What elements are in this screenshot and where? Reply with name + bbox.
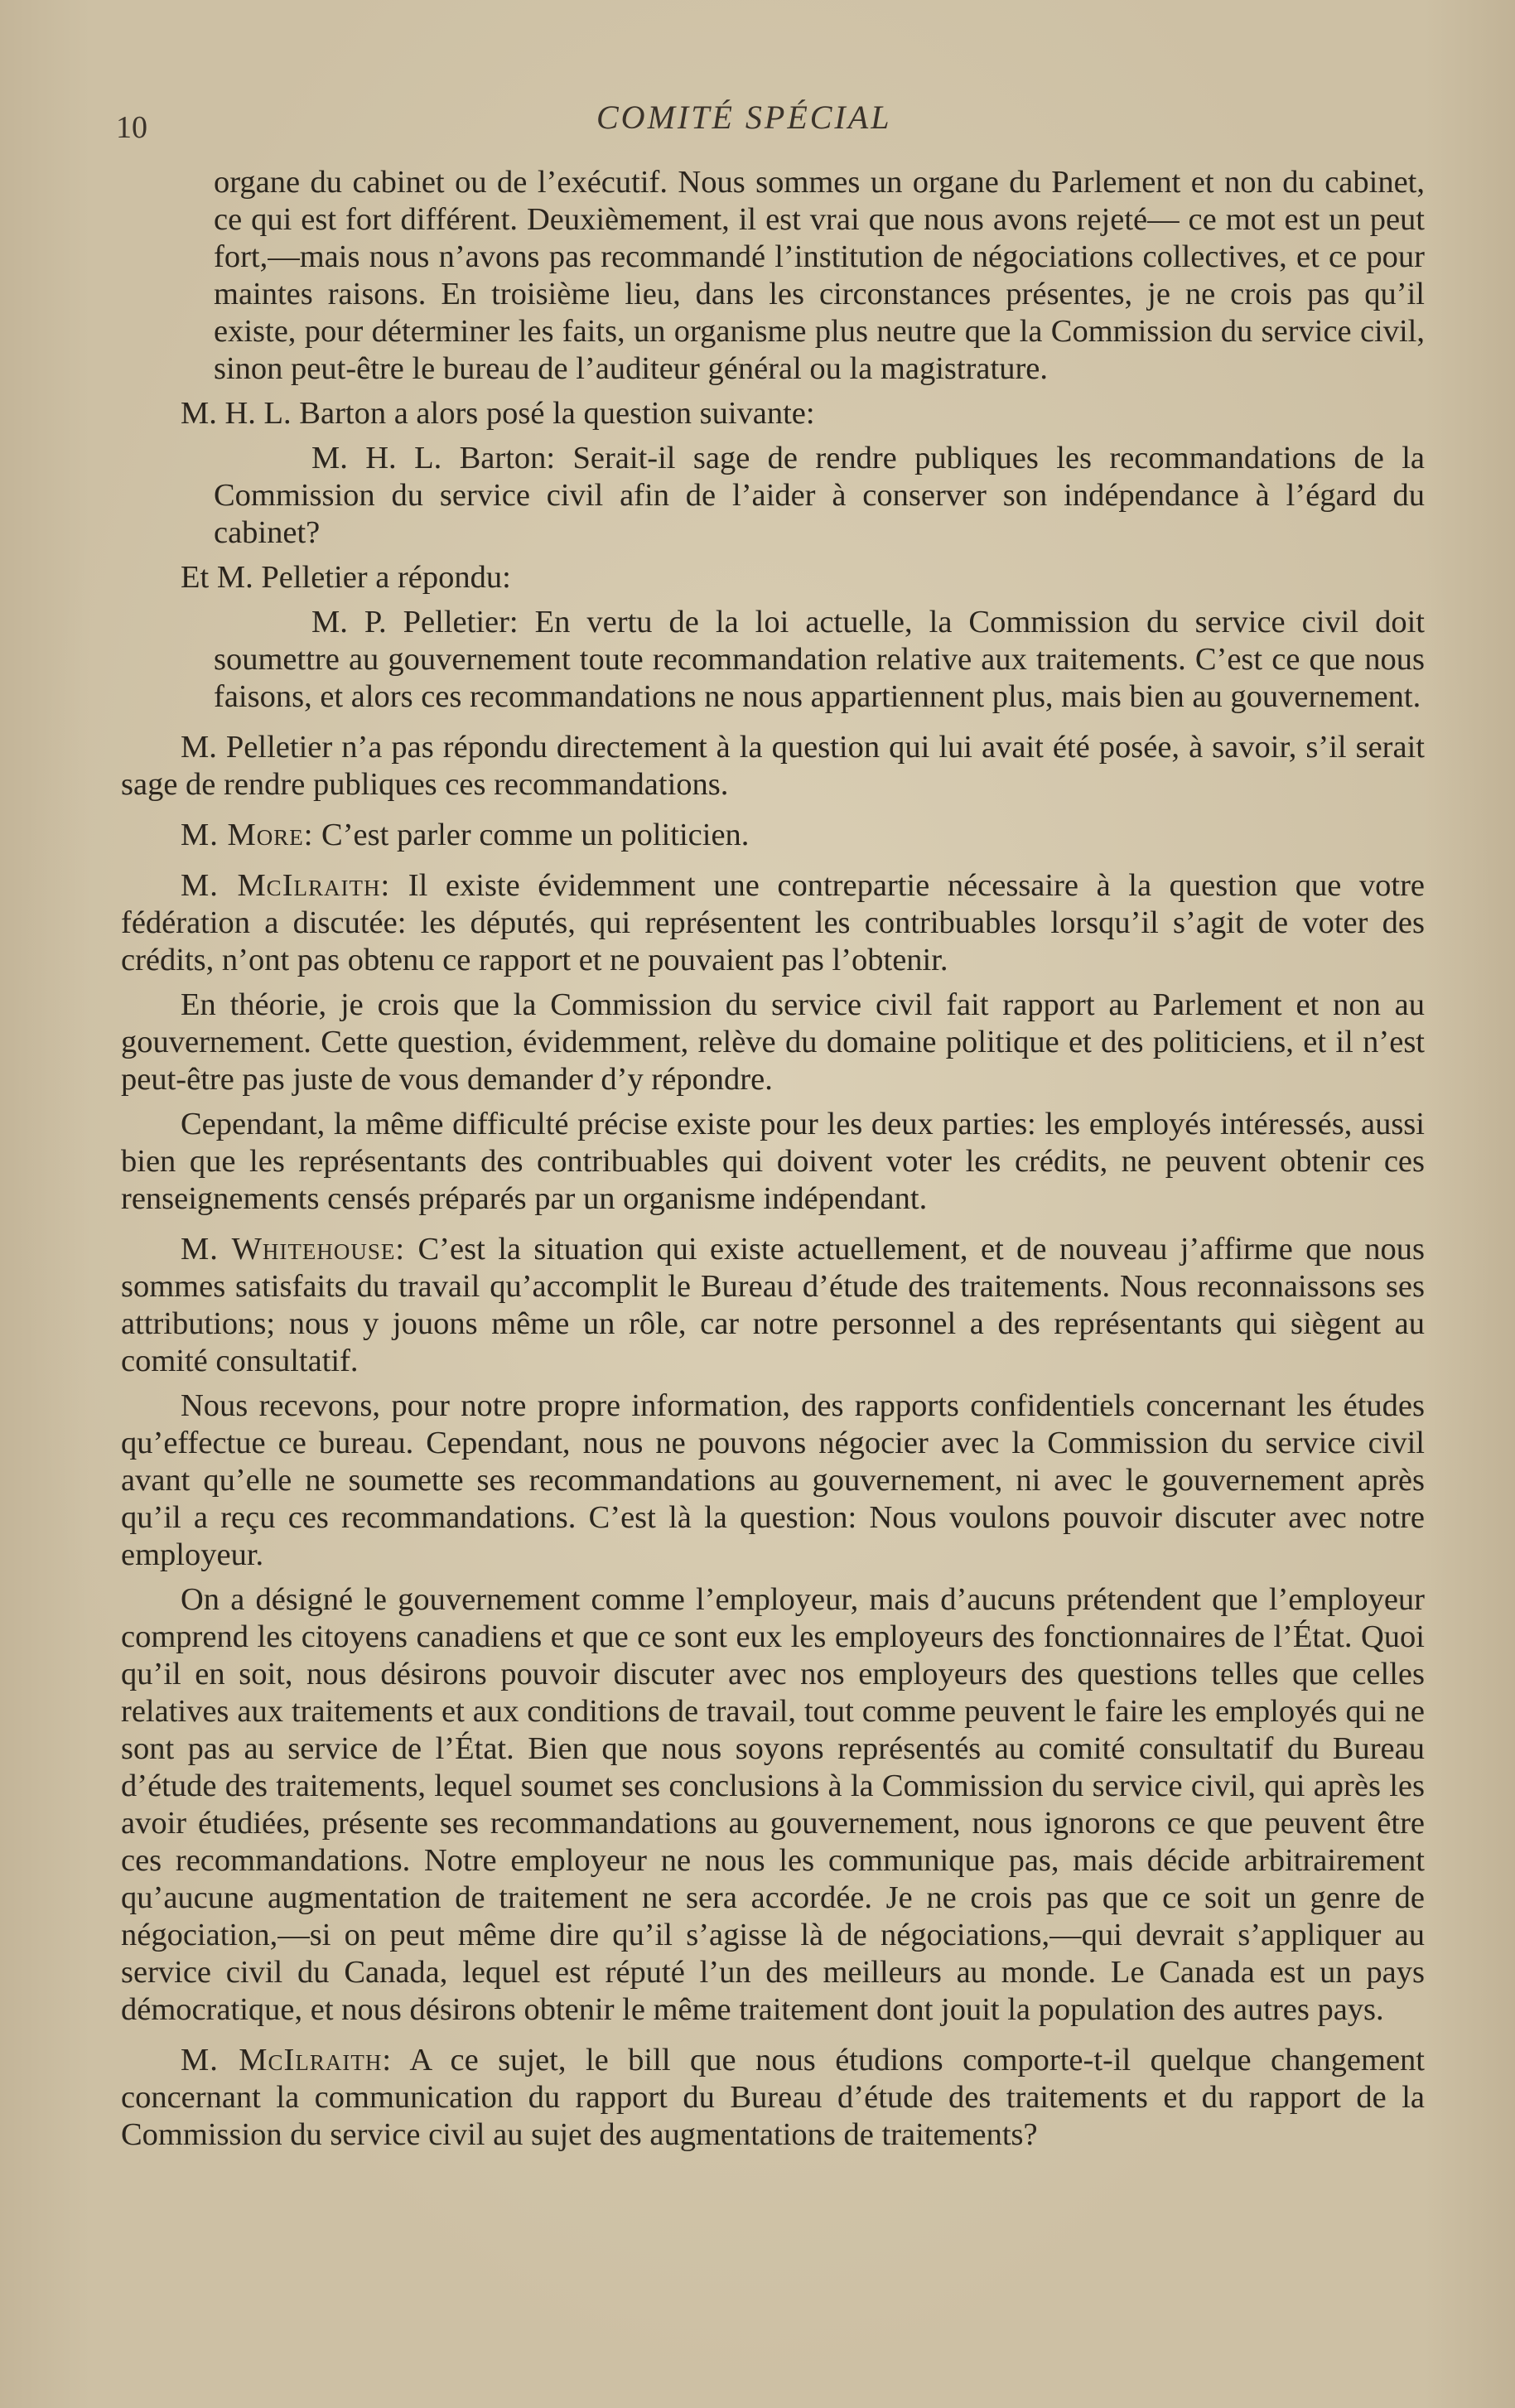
speaker-paragraph [121, 1231, 1425, 1380]
paragraph: En théorie, je crois que la Commission du service civil fait rapport au Parlement et non au gouvernement. Cette question, évidemment, relève du domaine politique et des politiciens, et il n’est peut-être pas juste de vous demander d’y répondre. [121, 987, 1425, 1097]
speaker-paragraph [121, 817, 1425, 854]
page-header [116, 98, 1425, 147]
quoted-paragraph: M. H. L. Barton: Serait-il sage de rendre publiques les recommandations de la Commission du service civil afin de l’aider à conserver son indépendance à l’égard du cabinet? [214, 441, 1425, 550]
paragraph: Et M. Pelletier a répondu: [181, 560, 511, 595]
paragraph: M. H. L. Barton a alors posé la question suivante: [181, 396, 815, 431]
speaker-name: M. More: [181, 818, 314, 852]
paragraph: Cependant, la même difficulté précise existe pour les deux parties: les employés intéressés, aussi bien que les représentants des contribuables qui doivent voter les crédits, ne peuvent obtenir ces renseignements censés préparés par un organisme indépendant. [121, 1107, 1425, 1216]
speaker-name: M. McIlraith: [181, 868, 391, 903]
paragraph: Nous recevons, pour notre propre information, des rapports confidentiels concernant les études qu’effectue ce bureau. Cependant, nous ne pouvons négocier avec la Commission du service civil avant qu’elle ne soumette ses recommandations au gouvernement, ni avec le gouvernement après qu’il a reçu ces recommandations. C’est là la question: Nous voulons pouvoir discuter avec notre employeur. [121, 1388, 1425, 1572]
quoted-paragraph: organe du cabinet ou de l’exécutif. Nous sommes un organe du Parlement et non du cabinet, ce qui est fort différent. Deuxièmement, il est vrai que nous avons rejeté— ce mot est un peut fort,—mais nous n’avons pas recommandé l’institution de négociations collectives, et ce pour maintes raisons. En troisième lieu, dans les circonstances présentes, je ne crois pas qu’il existe, pour déterminer les faits, un organisme plus neutre que la Commission du service civil, sinon peut-être le bureau de l’auditeur général ou la magistrature. [214, 165, 1425, 386]
speech-text: A ce sujet, le bill que nous étudions comporte-t-il quelque changement concernant la communication du rapport du Bureau d’étude des traitements et du rapport de la Commission du service civil au sujet des augmentations de traitements? [121, 2043, 1426, 2152]
speaker-name: M. Whitehouse: [181, 1232, 406, 1267]
speaker-paragraph [121, 867, 1425, 979]
running-head: COMITÉ SPÉCIAL [596, 99, 892, 136]
speaker-paragraph [121, 2042, 1425, 2154]
speech-text: C’est parler comme un politicien. [313, 818, 750, 852]
page-number: 10 [116, 110, 147, 145]
paragraph: M. Pelletier n’a pas répondu directement à la question qui lui avait été posée, à savoir, s’il serait sage de rendre publiques ces recommandations. [121, 730, 1425, 802]
paragraph: On a désigné le gouvernement comme l’employeur, mais d’aucuns prétendent que l’employeur comprend les citoyens canadiens et que ce sont eux les employeurs des fonctionnaires de l’État. Quoi qu’il en soit, nous désirons pouvoir discuter avec nos employeurs des questions telles que celles relatives aux traitements et aux conditions de travail, tout comme peuvent le faire les employés qui ne sont pas au service de l’État. Bien que nous soyons représentés au comité consultatif du Bureau d’étude des traitements, lequel soumet ses conclusions à la Commission du service civil, qui après les avoir étudiées, présente ses recommandations au gouvernement, nous ignorons ce que peuvent être ces recommandations. Notre employeur ne nous les communique pas, mais décide arbitrairement qu’aucune augmentation de traitement ne sera accordée. Je ne crois pas que ce soit un genre de négociation,—si on peut même dire qu’il s’agisse là de négociations,—qui devrait s’appliquer au service civil du Canada, lequel est réputé l’un des meilleurs au monde. Le Canada est un pays démocratique, et nous désirons obtenir le même traitement dont jouit la population des autres pays. [121, 1582, 1425, 2027]
speaker-name: M. McIlraith: [181, 2043, 393, 2077]
speech-text: Il existe évidemment une contrepartie nécessaire à la question que votre fédération a discutée: les députés, qui représentent les contribuables lorsqu’il s’agit de voter des crédits, n’ont pas obtenu ce rapport et ne pouvaient pas l’obtenir. [121, 868, 1425, 977]
body-text [121, 164, 1425, 2154]
speech-text: C’est la situation qui existe actuellement, et de nouveau j’affirme que nous sommes satisfaits du travail qu’accomplit le Bureau d’étude des traitements. Nous reconnaissons ses attributions; nous y jouons même un rôle, car notre personnel a des représentants qui siègent au comité consultatif. [121, 1232, 1425, 1378]
quoted-paragraph: M. P. Pelletier: En vertu de la loi actuelle, la Commission du service civil doit soumettre au gouvernement toute recommandation relative aux traitements. C’est ce que nous faisons, et alors ces recommandations ne nous appartiennent plus, mais bien au gouvernement. [214, 605, 1425, 714]
